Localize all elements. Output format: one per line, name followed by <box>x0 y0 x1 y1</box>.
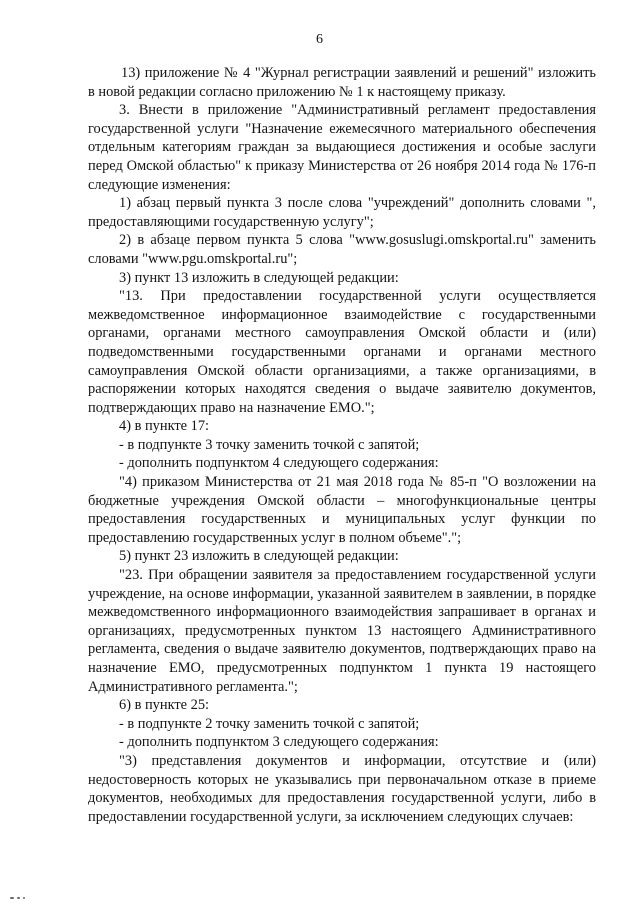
paragraph-dash-2: - дополнить подпунктом 4 следующего содержания: <box>119 455 439 472</box>
paragraph-subitem-4: 4) в пункте 17: <box>119 418 210 435</box>
paragraph-clause-23: "23. При обращении заявителя за предоставлением государственной услуги учреждение, на основе информации, указанной заявителем в заявлении, в порядке межведомственного информационного взаимодействия запрашивает в органах и организациях, предусмотренных пунктом 13 настоящего Административного регламента, сведения о выдаче заявителю документов, подтверждающих право на назначение ЕМО, предусмотренных подпунктом 1 пункта 19 настоящего Административного регламента."; <box>88 567 596 695</box>
paragraph-dash-3: - в подпункте 2 точку заменить точкой с запятой; <box>119 715 420 732</box>
paragraph-dash-1: - в подпункте 3 точку заменить точкой с запятой; <box>119 436 420 453</box>
paragraph-subitem-3: 3) пункт 13 изложить в следующей редакции: <box>119 269 399 286</box>
scan-speck <box>17 897 20 899</box>
paragraph-subitem-2: 2) в абзаце первом пункта 5 слова "www.gosuslugi.omskportal.ru" заменить словами "www.pgu.omskportal.ru"; <box>88 232 596 267</box>
paragraph-subitem-1: 1) абзац первый пункта 3 после слова "учреждений" дополнить словами ", предоставляющими государственную услугу"; <box>88 195 596 230</box>
paragraph-clause-4: "4) приказом Министерства от 21 мая 2018 года № 85-п "О возложении на бюджетные учреждения Омской области – многофункциональные центры предоставления государственных и муниципальных услуг функции по предоставлению государственных услуг в полном объеме"."; <box>88 474 596 546</box>
document-body <box>88 64 596 826</box>
paragraph-clause-13: "13. При предоставлении государственной услуги осуществляется межведомственное информационное взаимодействие с государственными органами, органами местного самоуправления Омской области и (или) подведомственными государственными органами и органами местного самоуправления Омской области организациями, а также организациями, в распоряжении которых находятся сведения о выдаче заявителю документов, подтверждающих право на назначение ЕМО."; <box>88 288 596 416</box>
paragraph-section-3: 3. Внести в приложение "Административный регламент предоставления государственной услуги "Назначение ежемесячного материального обеспечения отдельным категориям граждан за выдающиеся достижения и особые заслуги перед Омской областью" к приказу Министерства от 26 ноября 2014 года № 176-п следующие изменения: <box>88 102 596 193</box>
paragraph-item-13: 13) приложение № 4 "Журнал регистрации заявлений и решений" изложить в новой редакции согласно приложению № 1 к настоящему приказу. <box>88 65 596 100</box>
scan-speck <box>23 897 25 899</box>
scan-speck <box>10 897 14 899</box>
paragraph-dash-4: - дополнить подпунктом 3 следующего содержания: <box>119 734 439 751</box>
paragraph-subitem-5: 5) пункт 23 изложить в следующей редакции: <box>119 548 399 565</box>
paragraph-clause-3: "3) представления документов и информации, отсутствие и (или) недостоверность которых не указывались при первоначальном отказе в приеме документов, необходимых для предоставления государственной услуги, либо в предоставлении государственной услуги, за исключением следующих случаев: <box>88 752 596 825</box>
page-number: 6 <box>316 32 323 47</box>
paragraph-subitem-6: 6) в пункте 25: <box>119 697 210 714</box>
